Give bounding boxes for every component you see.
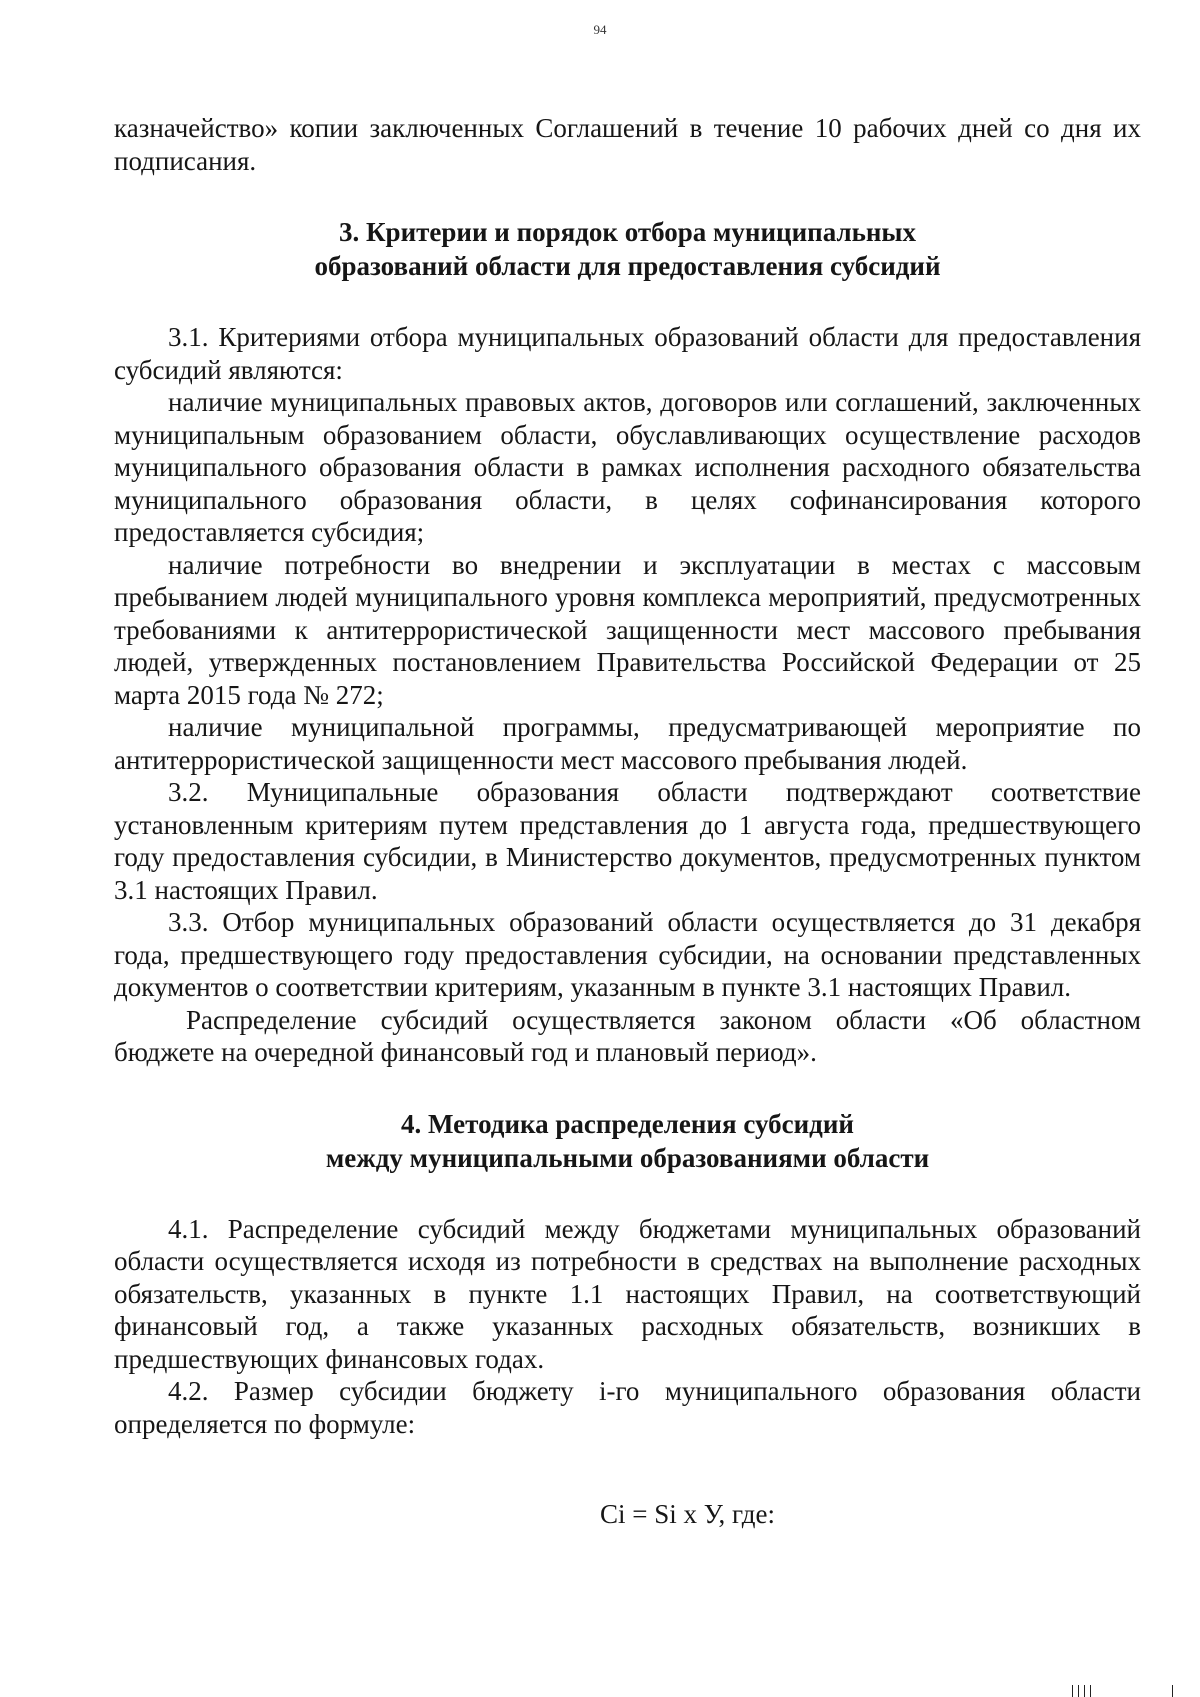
scan-edge-mark [1072, 1685, 1073, 1697]
criterion-legal-acts: наличие муниципальных правовых актов, договоров или соглашений, заключенных муниципальным образованием области, обуславливающих осуществление расходов муниципального образования области в рамках исполнения расходного обязательства муниципального образования области, в целях софинансирования которого предоставляется субсидия; [114, 387, 1141, 547]
section-3-heading-line-2: образований области для предоставления субсидий [314, 251, 941, 281]
page-number: 94 [593, 22, 607, 37]
intro-paragraph: казначейство» копии заключенных Соглашений в течение 10 рабочих дней со дня их подписания. [114, 113, 1141, 176]
paragraph-3-1: 3.1. Критериями отбора муниципальных образований области для предоставления субсидий являются: [114, 322, 1141, 385]
criterion-municipal-program: наличие муниципальной программы, предусматривающей мероприятие по антитеррористической защищенности мест массового пребывания людей. [114, 712, 1141, 775]
paragraph-3-2: 3.2. Муниципальные образования области подтверждают соответствие установленным критериям путем представления до 1 августа года, предшествующего году предоставления субсидии, в Министерство документов, предусмотренных пунктом 3.1 настоящих Правил. [114, 777, 1141, 905]
scan-edge-mark [1172, 1685, 1173, 1697]
paragraph-distribution-law: Распределение субсидий осуществляется законом области «Об областном бюджете на очередной финансовый год и плановый период». [114, 1004, 1141, 1067]
scan-edge-mark [1084, 1685, 1085, 1697]
criterion-security-need: наличие потребности во внедрении и эксплуатации в местах с массовым пребыванием людей муниципального уровня комплекса мероприятий, предусмотренных требованиями к антитеррористической защищенности мест массового пребывания людей, утвержденных постановлением Правительства Российской Федерации от 25 марта 2015 года № 272; [114, 549, 1141, 710]
paragraph-4-1: 4.1. Распределение субсидий между бюджетами муниципальных образований области осуществляется исходя из потребности в средствах на выполнение расходных обязательств, указанных в пункте 1.1 настоящих Правил, на соответствующий финансовый год, а также указанных расходных обязательств, возникших в предшествующих финансовых годах. [114, 1213, 1141, 1374]
section-4-heading-line-2: между муниципальными образованиями области [325, 1142, 930, 1173]
paragraph-3-3: 3.3. Отбор муниципальных образований области осуществляется до 31 декабря года, предшествующего году предоставления субсидии, на основании представленных документов о соответствии критериям, указанным в пункте 3.1 настоящих Правил. [114, 907, 1141, 1002]
document-body [114, 112, 1141, 1531]
paragraph-4-2: 4.2. Размер субсидии бюджету i-го муниципального образования области определяется по формуле: [114, 1376, 1141, 1439]
subsidy-formula: Ci = Si x У, где: [600, 1499, 775, 1529]
section-3-heading-line-1: 3. Критерии и порядок отбора муниципальных [338, 217, 917, 247]
scan-edge-mark [1090, 1685, 1091, 1697]
scan-edge-mark [1078, 1685, 1079, 1697]
section-3-heading [114, 215, 1141, 283]
section-4-heading-line-1: 4. Методика распределения субсидий [401, 1108, 854, 1139]
section-4-heading [114, 1107, 1141, 1175]
